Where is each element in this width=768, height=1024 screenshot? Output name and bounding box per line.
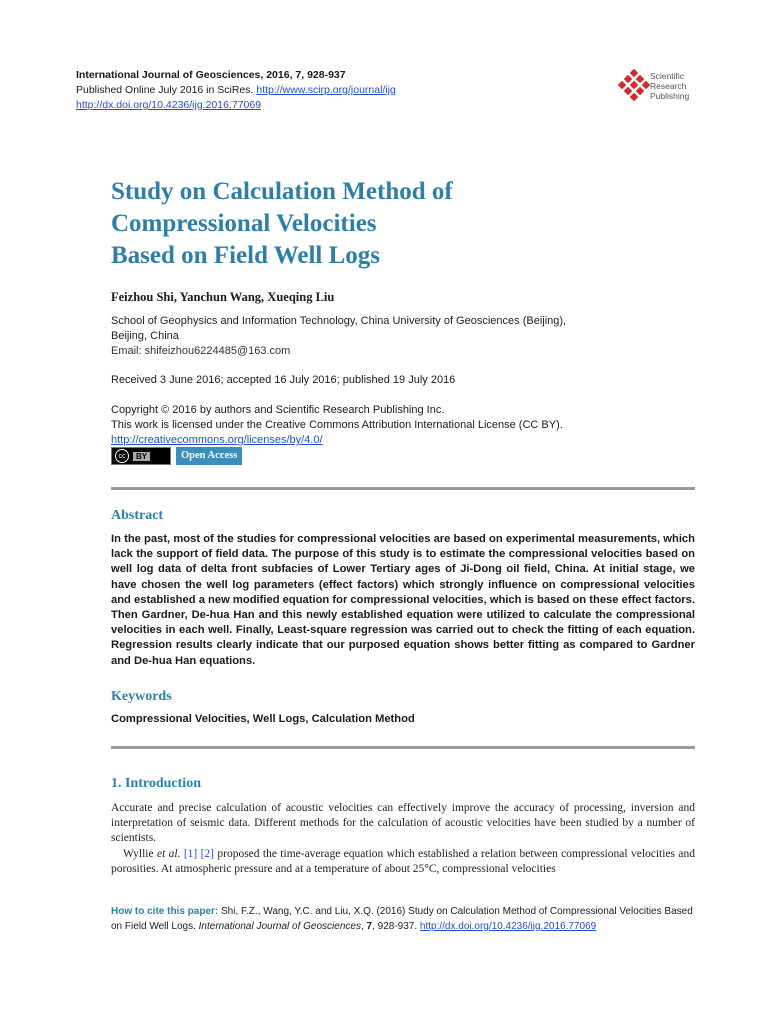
keywords-heading: Keywords xyxy=(111,689,172,704)
section-divider xyxy=(111,746,695,749)
affiliation: School of Geophysics and Information Technology, China University of Geosciences (Beijing), Beijing, China xyxy=(111,315,567,342)
introduction-body xyxy=(111,801,695,877)
license-link[interactable]: http://creativecommons.org/licenses/by/4.0/ xyxy=(111,434,323,446)
introduction-heading: 1. Introduction xyxy=(111,776,201,791)
reference-link[interactable]: [1] xyxy=(183,847,198,860)
intro-paragraph: Accurate and precise calculation of acoustic velocities can effectively improve the accuracy of processing, inversion and interpretation of seismic data. Different methods for the calculation of acoustic velocities have been studied by a number of scientists. xyxy=(111,802,695,845)
keywords-text: Compressional Velocities, Well Logs, Calculation Method xyxy=(111,713,415,725)
how-to-cite: How to cite this paper: Shi, F.Z., Wang, Y.C. and Liu, X.Q. (2016) Study on Calculation Method of Compressional Velocities Based on Field Well Logs. International Journal of Geosciences, 7, 928-937. http://dx.doi.org/10.4236/ijg.2016.77069 xyxy=(111,906,693,932)
open-access-badge: Open Access xyxy=(176,447,242,465)
citation-doi-link[interactable]: http://dx.doi.org/10.4236/ijg.2016.77069 xyxy=(419,920,597,932)
journal-url-link[interactable]: http://www.scirp.org/journal/ijg xyxy=(256,84,396,96)
journal-header xyxy=(76,68,616,113)
cc-by-license-icon[interactable]: cc BY xyxy=(111,447,171,465)
author-email: Email: shifeizhou6224485@163.com xyxy=(111,345,291,357)
author-list: Feizhou Shi, Yanchun Wang, Xueqing Liu xyxy=(111,290,335,304)
section-divider xyxy=(111,487,695,490)
header-doi-link[interactable]: http://dx.doi.org/10.4236/ijg.2016.77069 xyxy=(76,99,262,111)
copyright-block: Copyright © 2016 by authors and Scientific Research Publishing Inc. This work is licensed under the Creative Commons Attribution International License (CC BY). http://creativecommons.org/licenses/by/4.0/ xyxy=(111,404,563,446)
journal-citation-line: International Journal of Geosciences, 2016, 7, 928-937 xyxy=(76,69,346,81)
published-online-line: Published Online July 2016 in SciRes. http://www.scirp.org/journal/ijg xyxy=(76,84,396,96)
publisher-logo-text: Scientific Research Publishing xyxy=(650,71,690,101)
received-dates: Received 3 June 2016; accepted 16 July 2016; published 19 July 2016 xyxy=(111,374,456,386)
abstract-text: In the past, most of the studies for compressional velocities are based on experimental measurements, which lack the support of field data. The purpose of this study is to estimate the compressional velocities based on well log data of delta front subfacies of Lower Tertiary ages of Ji-Dong oil field, China. At initial stage, we have chosen the well log parameters (effect factors) which strongly influence on compressional velocities and established a new modified equation for compressional velocities, which is based on these effect factors. Then Gardner, De-hua Han and this newly established equation were utilized to calculate the compressional velocities in each well. Finally, Least-square regression was carried out to check the fitting of each equation. Regression results clearly indicate that our purposed equation shows better fitting as compared to Gardner and De-hua Han equations. xyxy=(111,533,695,667)
abstract-heading: Abstract xyxy=(111,508,164,523)
paper-title: Study on Calculation Method of Compressional Velocities Based on Field Well Logs xyxy=(111,178,453,269)
reference-link[interactable]: [2] xyxy=(200,847,215,860)
intro-paragraph: Wyllie et al. [1] [2] proposed the time-average equation which established a relation between compressional velocities and porosities. At atmospheric pressure and at a temperature of about 25°C, compressional velocities xyxy=(111,847,695,875)
